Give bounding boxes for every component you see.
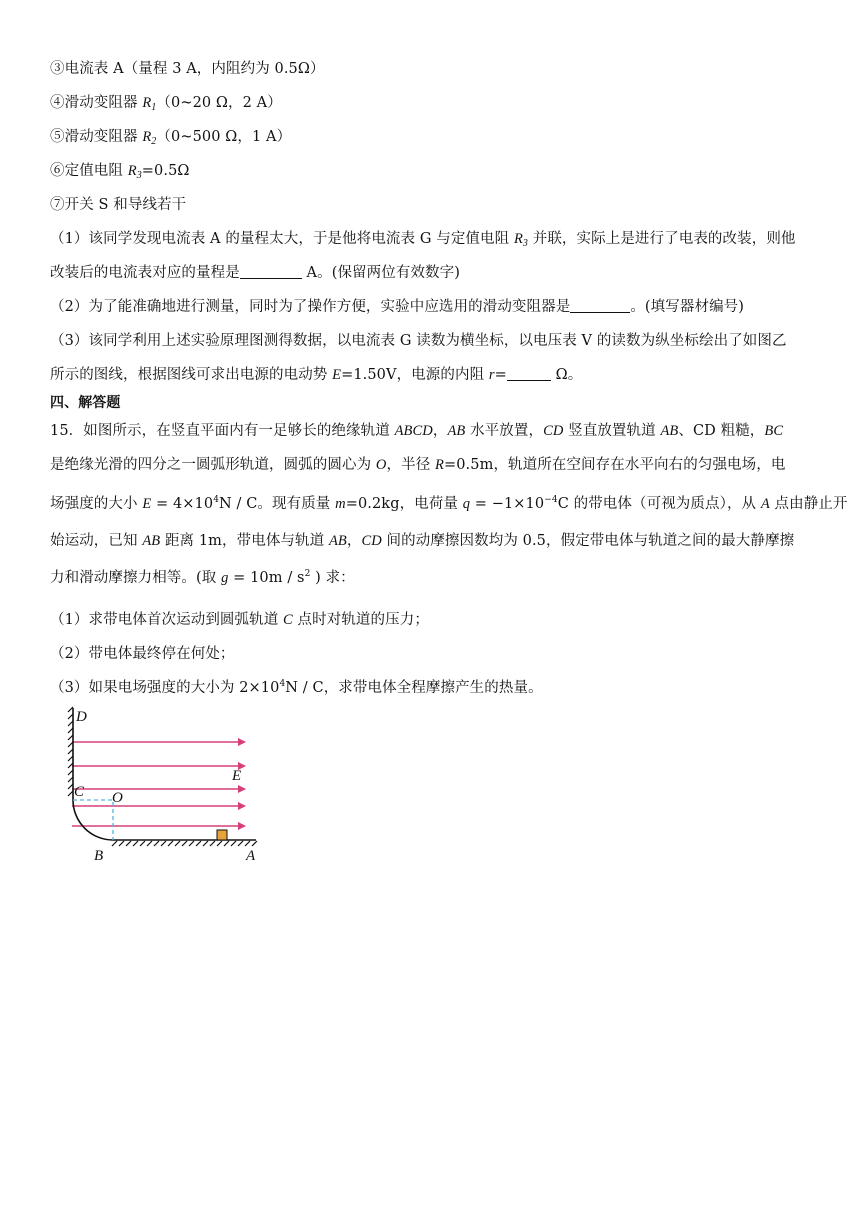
track-line bbox=[73, 708, 256, 840]
item-ammeter: ③电流表 A（量程 3 A，内阻约为 0.5Ω） bbox=[50, 61, 325, 77]
item-switch: ⑦开关 S 和导线若干 bbox=[50, 197, 187, 213]
track-diagram bbox=[60, 704, 270, 864]
question-3-line-1: （3）该同学利用上述实验原理图测得数据，以电流表 G 读数为横坐标，以电压表 V 的读数为纵坐标绘出了如图乙 bbox=[50, 333, 787, 349]
section-heading: 四、解答题 bbox=[50, 395, 121, 411]
item-resistor-r3: ⑥定值电阻 $R_3=0.5\Omega$ bbox=[50, 163, 190, 181]
problem-15-line-2: 是绝缘光滑的四分之一圆弧形轨道，圆弧的圆心为 O，半径 R=0.5m，轨道所在空间存在水平向右的匀强电场，电 bbox=[50, 457, 786, 473]
subquestion-3: （3）如果电场强度的大小为 $2\times 10^4N / C$，求带电体全程摩擦产生的热量。 bbox=[50, 679, 543, 696]
problem-15-line-1: 15．如图所示，在竖直平面内有一足够长的绝缘轨道 ABCD，AB 水平放置，CD 竖直放置轨道 AB、CD 粗糙，BC bbox=[50, 423, 784, 439]
label-e: E bbox=[232, 768, 242, 784]
label-b: B bbox=[94, 848, 104, 864]
question-1-line-2: 改装后的电流表对应的量程是 A。(保留两位有效数字) bbox=[50, 265, 461, 281]
field-lines bbox=[72, 742, 245, 826]
answer-blank[interactable] bbox=[240, 264, 302, 279]
charged-block bbox=[217, 830, 227, 840]
floor-hatching bbox=[112, 841, 257, 846]
problem-15-line-5: 力和滑动摩擦力相等。(取 $g = 10m / s^2$ ) 求： bbox=[50, 569, 355, 586]
subquestion-1: （1）求带电体首次运动到圆弧轨道 C 点时对轨道的压力； bbox=[50, 612, 429, 628]
item-rheostat-r2: ⑤滑动变阻器 $R_2(0\sim 500$ Ω，1 A） bbox=[50, 129, 292, 147]
item-rheostat-r1: ④滑动变阻器 $R_1(0\sim 20$ Ω，2 A） bbox=[50, 95, 282, 113]
subquestion-2: （2）带电体最终停在何处； bbox=[50, 646, 235, 662]
question-2: （2）为了能准确地进行测量，同时为了操作方便，实验中应选用的滑动变阻器是 。(填写器材编号) bbox=[50, 299, 745, 315]
label-d: D bbox=[76, 709, 87, 725]
problem-15-line-4: 始运动，已知 AB 距离 1m，带电体与轨道 AB，CD 间的动摩擦因数均为 0.5，假定带电体与轨道之间的最大静摩擦 bbox=[50, 533, 795, 549]
label-c: C bbox=[74, 784, 85, 800]
question-1-line-1: （1）该同学发现电流表 A 的量程太大，于是他将电流表 G 与定值电阻 $R_3$ 并联，实际上是进行了电表的改装，则他 bbox=[50, 231, 796, 249]
question-3-line-2: 所示的图线，根据图线可求出电源的电动势 E=1.50V，电源的内阻 r= Ω。 bbox=[50, 367, 583, 383]
answer-blank[interactable] bbox=[507, 366, 551, 381]
answer-blank[interactable] bbox=[570, 298, 630, 313]
label-o: O bbox=[112, 790, 123, 806]
label-a: A bbox=[246, 848, 256, 864]
problem-15-line-3: 场强度的大小 $E = 4\times 10^4N / C$。现有质量 m=0.2kg，电荷量 $q = -1\times 10^{-4}C$ 的带电体（可视为质点），从 A 点由静止开 bbox=[50, 495, 848, 512]
